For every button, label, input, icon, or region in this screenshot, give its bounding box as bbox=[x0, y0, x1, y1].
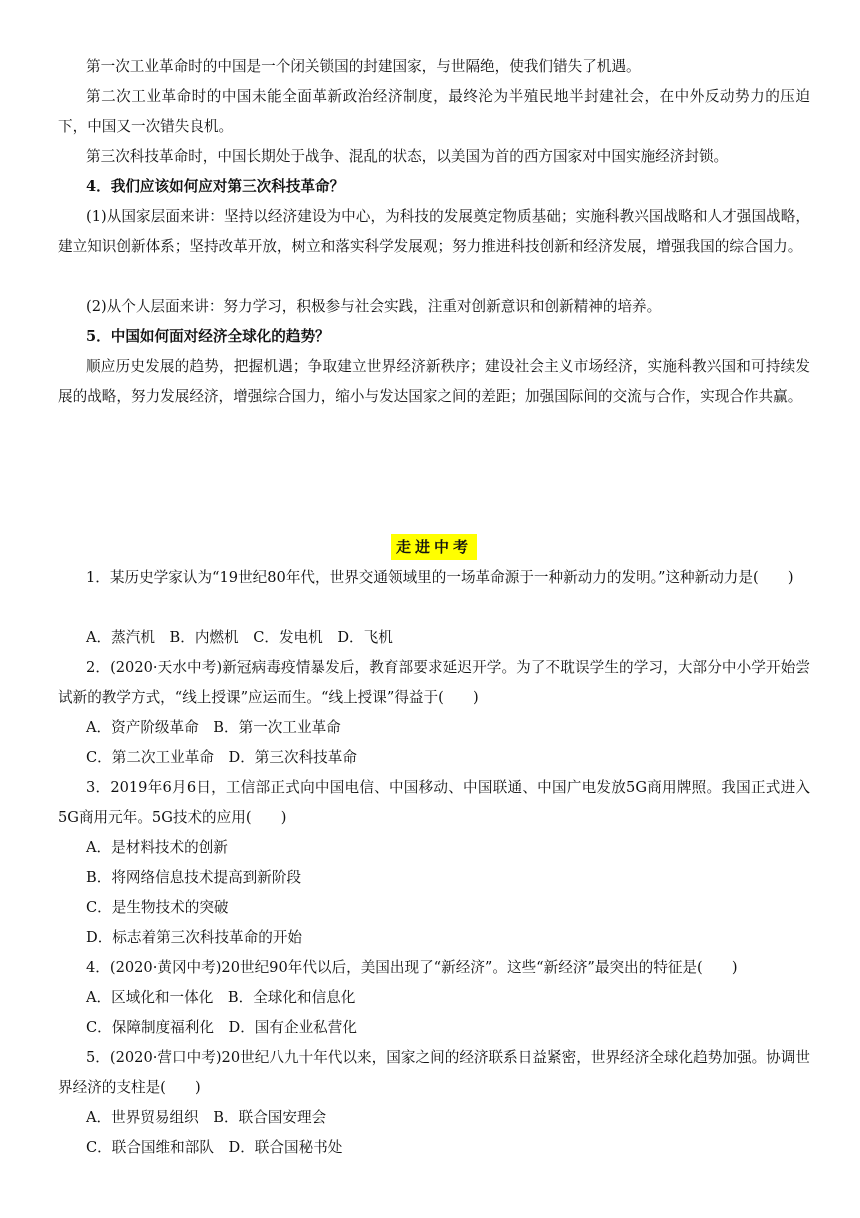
question-option: C．是生物技术的突破 bbox=[86, 899, 229, 916]
answer-paragraph: 顺应历史发展的趋势，把握机遇；争取建立世界经济新秩序；建设社会主义市场经济，实施科教兴国和可持续发展的战略，努力发展经济，增强综合国力，缩小与发达国家之间的差距；加强国际间的交流与合作，实现合作共赢。 bbox=[58, 358, 810, 405]
question-option: A．蒸汽机 B．内燃机 C．发电机 D．飞机 bbox=[86, 629, 393, 646]
question-option: B．将网络信息技术提高到新阶段 bbox=[86, 869, 302, 886]
question-stem: 3．2019年6月6日，工信部正式向中国电信、中国移动、中国联通、中国广电发放5G商用牌照。我国正式进入5G商用元年。5G技术的应用( ) bbox=[58, 779, 810, 826]
question-stem: 4．(2020·黄冈中考)20世纪90年代以后，美国出现了“新经济”。这些“新经济”最突出的特征是( ) bbox=[86, 959, 738, 976]
section-heading: 走进中考 bbox=[391, 534, 477, 560]
question-stem: 5．(2020·营口中考)20世纪八九十年代以来，国家之间的经济联系日益紧密，世界经济全球化趋势加强。协调世界经济的支柱是( ) bbox=[58, 1049, 810, 1096]
review-paragraph: 第一次工业革命时的中国是一个闭关锁国的封建国家，与世隔绝，使我们错失了机遇。 bbox=[86, 58, 641, 75]
question-option: C．保障制度福利化 D．国有企业私营化 bbox=[86, 1019, 357, 1036]
question-stem: 2．(2020·天水中考)新冠病毒疫情暴发后，教育部要求延迟开学。为了不耽误学生的学习，大部分中小学开始尝试新的教学方式，“线上授课”应运而生。“线上授课”得益于( ) bbox=[58, 659, 810, 706]
answer-paragraph: (1)从国家层面来讲：坚持以经济建设为中心，为科技的发展奠定物质基础；实施科教兴国战略和人才强国战略，建立知识创新体系；坚持改革开放，树立和落实科学发展观；努力推进科技创新和经济发展，增强我国的综合国力。 bbox=[58, 208, 810, 255]
question-option: C．第二次工业革命 D．第三次科技革命 bbox=[86, 749, 357, 766]
question-option: D．标志着第三次科技革命的开始 bbox=[86, 929, 303, 946]
answer-paragraph: (2)从个人层面来讲：努力学习，积极参与社会实践，注重对创新意识和创新精神的培养。 bbox=[86, 298, 662, 315]
review-paragraph: 第三次科技革命时，中国长期处于战争、混乱的状态，以美国为首的西方国家对中国实施经济封锁。 bbox=[86, 148, 729, 165]
review-paragraph: 第二次工业革命时的中国未能全面革新政治经济制度，最终沦为半殖民地半封建社会，在中外反动势力的压迫下，中国又一次错失良机。 bbox=[58, 88, 810, 135]
question-option: C．联合国维和部队 D．联合国秘书处 bbox=[86, 1139, 343, 1156]
question-title: 4．我们应该如何应对第三次科技革命？ bbox=[86, 178, 345, 195]
question-title: 5．中国如何面对经济全球化的趋势？ bbox=[86, 328, 330, 345]
section-heading-wrap bbox=[58, 534, 810, 560]
question-option: A．区域化和一体化 B．全球化和信息化 bbox=[86, 989, 356, 1006]
question-stem: 1．某历史学家认为“19世纪80年代，世界交通领域里的一场革命源于一种新动力的发明。”这种新动力是( ) bbox=[86, 569, 794, 586]
question-option: A．是材料技术的创新 bbox=[86, 839, 228, 856]
question-option: A．资产阶级革命 B．第一次工业革命 bbox=[86, 719, 341, 736]
question-option: A．世界贸易组织 B．联合国安理会 bbox=[86, 1109, 327, 1126]
